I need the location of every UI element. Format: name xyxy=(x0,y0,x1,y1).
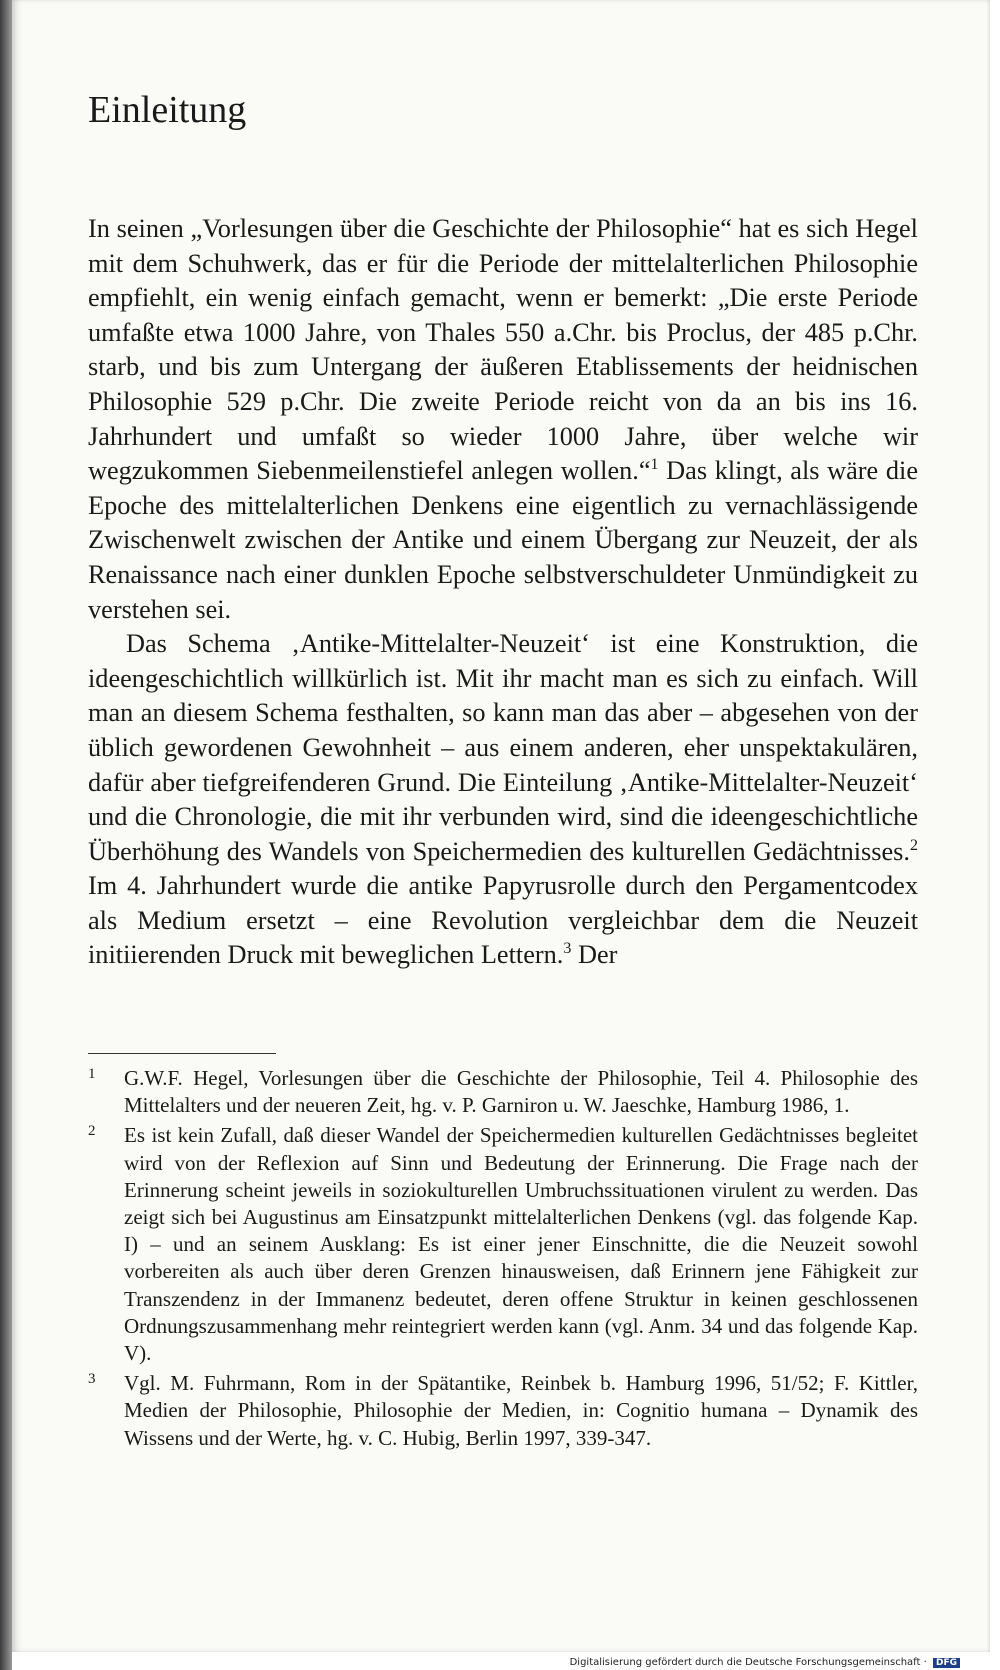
paragraph-2 xyxy=(88,627,918,973)
footnote-2 xyxy=(88,1122,918,1367)
footnote-text: Es ist kein Zufall, daß dieser Wandel der Speichermedien kulturellen Gedächtnisses begleitet wird von der Reflexion auf Sinn und Bedeutung der Erinnerung. Die Frage nach der Erinnerung scheint jeweils in soziokulturellen Umbruchssituationen virulent zu werden. Das zeigt sich bei Augustinus am Einsatzpunkt mittelalterlichen Denkens (vgl. das folgende Kap. I) – und an seinem Ausklang: Es ist einer jener Einschnitte, die die Neuzeit sowohl vorbereiten als auch über deren Grenzen hinausweisen, daß Erinnern jene Fähigkeit zur Transzendenz in der Immanenz bedeutet, deren offene Struktur in keinen geschlossenen Ordnungszusammenhang mehr reintegriert werden kann (vgl. Anm. 34 und das folgende Kap. V). xyxy=(124,1123,918,1366)
footnote-ref-2[interactable]: 2 xyxy=(910,836,918,854)
footnote-number: 1 xyxy=(88,1066,96,1082)
footnote-1 xyxy=(88,1065,918,1119)
paragraph-1-text-a: In seinen „Vorlesungen über die Geschichte der Philosophie“ hat es sich Hegel mit dem Schuhwerk, das er für die Periode der mittelalterlichen Philosophie empfiehlt, ein wenig einfach gemacht, wenn er bemerkt: „Die erste Periode umfaßte etwa 1000 Jahre, von Thales 550 a.Chr. bis Proclus, der 485 p.Chr. starb, und bis zum Untergang der äußeren Etablissements der heidnischen Philosophie 529 p.Chr. Die zweite Periode reicht von da an bis ins 16. Jahrhundert und umfaßt so wieder 1000 Jahre, über welche wir wegzukommen Siebenmeilenstiefel anlegen wollen.“ xyxy=(88,214,918,486)
chapter-heading: Einleitung xyxy=(88,89,247,131)
footnote-number: 3 xyxy=(88,1371,96,1388)
paragraph-2-text-b: Im 4. Jahrhundert wurde die antike Papyrusrolle durch den Pergamentcodex als Medium ersetzt – eine Revolution vergleichbar dem die Neuzeit initiierenden Druck mit beweglichen Lettern. xyxy=(88,871,918,970)
body-text xyxy=(88,212,918,973)
footnote-text: Vgl. M. Fuhrmann, Rom in der Spätantike, Reinbek b. Hamburg 1996, 51/52; F. Kittler, Medien der Philosophie, Philosophie der Medien, in: Cognitio humana – Dynamik des Wissens und der Werte, hg. v. C. Hubig, Berlin 1997, 339-347. xyxy=(124,1371,918,1450)
footnote-ref-1[interactable]: 1 xyxy=(650,456,659,474)
footnote-ref-3[interactable]: 3 xyxy=(563,940,572,958)
paragraph-2-text-a: Das Schema ‚Antike-Mittelalter-Neuzeit‘ ist eine Konstruktion, die ideengeschichtlich willkürlich ist. Mit ihr macht man es sich zu einfach. Will man an diesem Schema festhalten, so kann man das aber – abgesehen von der üblich gewordenen Gewohnheit – aus einem anderen, eher unspektakulären, dafür aber tiefgreifenderen Grund. Die Einteilung ‚Antike-Mittelalter-Neuzeit‘ und die Chronologie, die mit ihr verbunden wird, sind die ideengeschichtliche Überhöhung des Wandels von Speichermedien des kulturellen Gedächtnisses. xyxy=(88,629,918,866)
footnote-separator xyxy=(88,1053,276,1054)
paragraph-1-text-b: Das klingt, als wäre die Epoche des mittelalterlichen Denkens eine eigentlich zu vernachlässigende Zwischenwelt zwischen der Antike und einem Übergang zur Neuzeit, der als Renaissance nach einer dunklen Epoche selbstverschuldeter Unmündigkeit zu verstehen sei. xyxy=(88,456,918,624)
footnote-3 xyxy=(88,1370,918,1452)
paragraph-1 xyxy=(88,212,918,627)
book-gutter-shadow xyxy=(0,0,12,1670)
credit-text: Digitalisierung gefördert durch die Deutsche Forschungsgemeinschaft · xyxy=(569,1657,927,1668)
paragraph-2-text-c: Der xyxy=(571,940,618,970)
digitization-credit xyxy=(570,1657,960,1668)
footnote-text: G.W.F. Hegel, Vorlesungen über die Geschichte der Philosophie, Teil 4. Philosophie des Mittelalters und der neueren Zeit, hg. v. P. Garniron u. W. Jaeschke, Hamburg 1986, 1. xyxy=(124,1066,918,1118)
dfg-logo: DFG xyxy=(933,1658,960,1668)
footnotes xyxy=(88,1065,918,1455)
footnote-number: 2 xyxy=(88,1123,96,1140)
